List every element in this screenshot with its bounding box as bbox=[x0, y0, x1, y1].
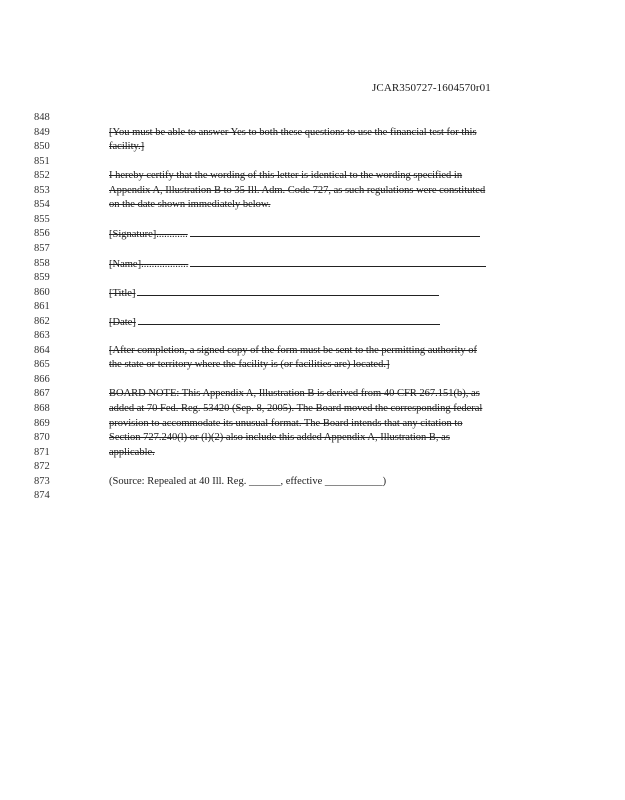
line-text: facility.] bbox=[109, 141, 145, 153]
line-text: [Name].................. bbox=[109, 257, 486, 272]
document-line bbox=[0, 300, 625, 314]
document-line bbox=[0, 257, 625, 271]
line-number: 850 bbox=[34, 141, 50, 153]
document-line bbox=[0, 358, 625, 372]
document-line bbox=[0, 344, 625, 358]
line-number: 862 bbox=[34, 315, 50, 327]
line-text: [Signature]............ bbox=[109, 227, 480, 242]
line-text: [Title] bbox=[109, 286, 439, 301]
line-number: 861 bbox=[34, 301, 50, 313]
line-number: 858 bbox=[34, 257, 50, 269]
document-line bbox=[0, 242, 625, 256]
line-number: 860 bbox=[34, 286, 50, 298]
signature-blank-line bbox=[137, 286, 439, 296]
line-text: added at 70 Fed. Reg. 53420 (Sep. 8, 2005). The Board moved the corresponding federal bbox=[109, 403, 483, 414]
line-number: 872 bbox=[34, 461, 50, 473]
document-line bbox=[0, 155, 625, 169]
document-line bbox=[0, 286, 625, 300]
document-line bbox=[0, 169, 625, 183]
document-line bbox=[0, 213, 625, 227]
document-line bbox=[0, 126, 625, 140]
line-number: 869 bbox=[34, 417, 50, 429]
line-text: [You must be able to answer Yes to both these questions to use the financial test for this bbox=[109, 126, 477, 138]
document-line bbox=[0, 373, 625, 387]
line-number: 867 bbox=[34, 388, 50, 400]
line-number: 848 bbox=[34, 112, 50, 123]
line-number: 865 bbox=[34, 359, 50, 371]
line-text: BOARD NOTE: This Appendix A, Illustration B is derived from 40 CFR 267.151(b), as bbox=[109, 388, 480, 400]
line-number: 870 bbox=[34, 432, 50, 444]
document-line bbox=[0, 460, 625, 474]
document-line bbox=[0, 489, 625, 503]
document-line bbox=[0, 198, 625, 212]
document-line bbox=[0, 417, 625, 431]
line-number: 863 bbox=[34, 330, 50, 342]
line-text: Section 727.240(l) or (l)(2) also include this added Appendix A, Illustration B, as bbox=[109, 432, 450, 444]
document-line bbox=[0, 329, 625, 343]
document-line bbox=[0, 111, 625, 125]
signature-blank-line bbox=[138, 315, 440, 325]
line-number: 871 bbox=[34, 446, 50, 458]
line-number: 849 bbox=[34, 126, 50, 138]
document-line bbox=[0, 475, 625, 489]
line-number: 853 bbox=[34, 184, 50, 196]
document-line bbox=[0, 184, 625, 198]
line-text: [Date] bbox=[109, 315, 440, 330]
line-text: (Source: Repealed at 40 Ill. Reg. ______, effective ___________) bbox=[109, 475, 387, 487]
line-number: 852 bbox=[34, 170, 50, 182]
document-id: JCAR350727-1604570r01 bbox=[372, 82, 491, 94]
document-line bbox=[0, 402, 625, 416]
line-number: 859 bbox=[34, 272, 50, 284]
line-number: 856 bbox=[34, 228, 50, 240]
line-text: provision to accommodate its unusual format. The Board intends that any citation to bbox=[109, 417, 463, 429]
document-line bbox=[0, 431, 625, 445]
line-number: 855 bbox=[34, 213, 50, 225]
line-number: 873 bbox=[34, 475, 50, 487]
line-number: 857 bbox=[34, 242, 50, 254]
line-number: 864 bbox=[34, 344, 50, 356]
line-text: applicable. bbox=[109, 446, 155, 458]
document-line bbox=[0, 227, 625, 241]
line-text: on the date shown immediately below. bbox=[109, 199, 271, 211]
line-number: 868 bbox=[34, 403, 50, 414]
document-line bbox=[0, 315, 625, 329]
document-line bbox=[0, 446, 625, 460]
signature-blank-line bbox=[190, 227, 480, 237]
line-number: 851 bbox=[34, 155, 50, 167]
line-number: 866 bbox=[34, 373, 50, 385]
line-text: the state or territory where the facility is (or facilities are) located.] bbox=[109, 359, 390, 371]
line-text: I hereby certify that the wording of this letter is identical to the wording specified in bbox=[109, 170, 463, 182]
document-line bbox=[0, 140, 625, 154]
line-text: Appendix A, Illustration B to 35 Ill. Adm. Code 727, as such regulations were constituted bbox=[109, 184, 486, 196]
signature-blank-line bbox=[190, 257, 486, 267]
line-text: [After completion, a signed copy of the form must be sent to the permitting authority of bbox=[109, 344, 477, 356]
line-number: 854 bbox=[34, 199, 50, 211]
line-number: 874 bbox=[34, 490, 50, 502]
document-line bbox=[0, 271, 625, 285]
document-line bbox=[0, 387, 625, 401]
